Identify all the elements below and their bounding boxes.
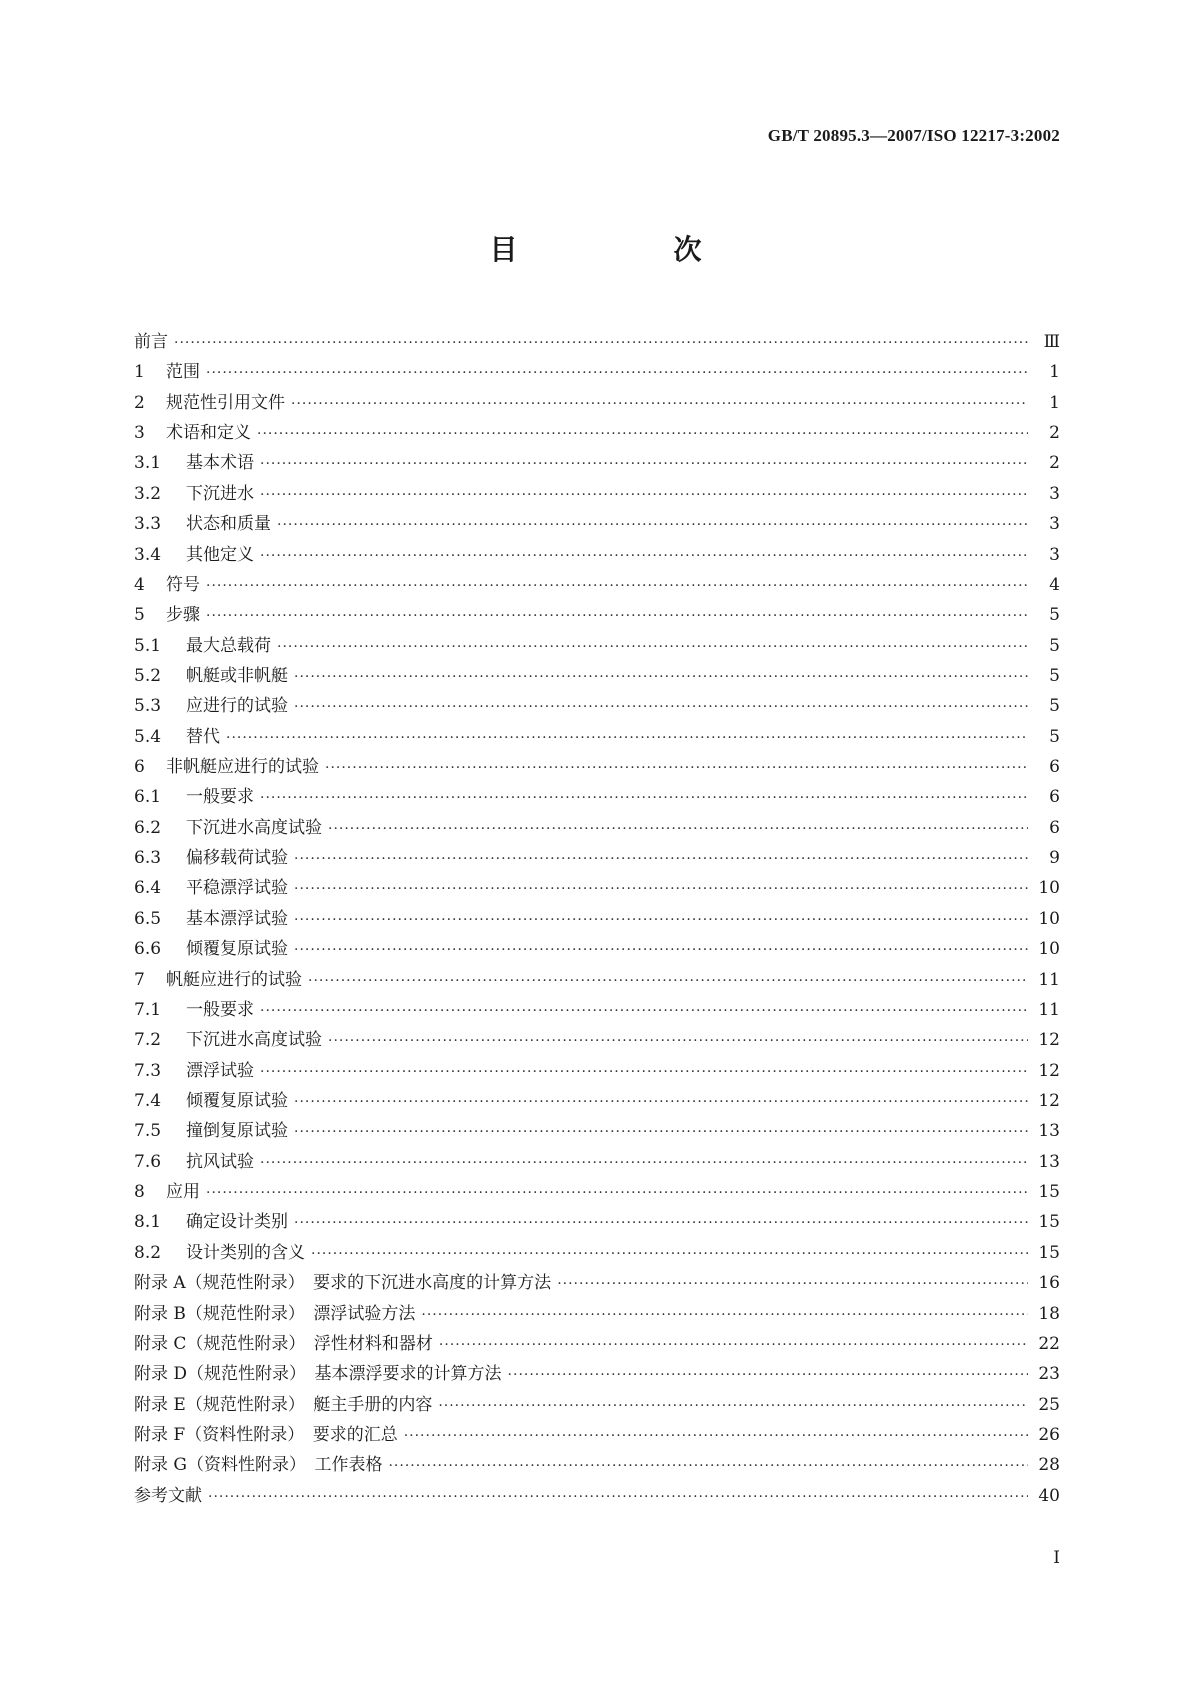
toc-entry-page: 2 <box>1049 453 1060 474</box>
toc-entry-text: 下沉进水 <box>186 483 254 504</box>
toc-entry[interactable] <box>134 418 1060 448</box>
toc-dot-leader <box>260 487 1028 503</box>
toc-entry[interactable] <box>134 904 1060 934</box>
toc-entry[interactable] <box>134 1238 1060 1268</box>
toc-entry-page: 9 <box>1049 848 1060 869</box>
toc-entry[interactable] <box>134 1177 1060 1207</box>
toc-entry-label <box>134 843 294 868</box>
toc-entry[interactable] <box>134 1086 1060 1116</box>
toc-entry-number: 1 <box>134 362 145 383</box>
toc-dot-leader <box>328 1033 1028 1049</box>
toc-entry-text: 平稳漂浮试验 <box>186 878 288 899</box>
toc-entry-number: 3.3 <box>134 514 162 535</box>
toc-entry-page: 10 <box>1038 908 1060 929</box>
toc-entry-page: 12 <box>1038 1090 1060 1111</box>
toc-entry-label <box>134 418 257 443</box>
toc-entry-label <box>134 1329 439 1354</box>
toc-entry-text: 倾覆复原试验 <box>186 1090 288 1111</box>
toc-entry-page: 1 <box>1049 362 1060 383</box>
toc-dot-leader <box>508 1367 1028 1383</box>
toc-entry-label <box>134 1238 311 1263</box>
toc-entry-page: 2 <box>1049 423 1060 444</box>
toc-entry[interactable] <box>134 873 1060 903</box>
toc-entry-text: 术语和定义 <box>166 423 251 444</box>
toc-entry-label <box>134 1147 260 1172</box>
toc-entry-label <box>134 1481 208 1506</box>
toc-entry-page: 23 <box>1038 1364 1060 1385</box>
toc-entry-label <box>134 1056 260 1081</box>
toc-entry-number: 7 <box>134 969 145 990</box>
toc-entry-text: 其他定义 <box>186 544 254 565</box>
toc-entry-label <box>134 934 294 959</box>
toc-entry-text: 附录 A（规范性附录） 要求的下沉进水高度的计算方法 <box>134 1273 552 1294</box>
toc-entry-text: 前言 <box>134 332 168 352</box>
toc-entry-text: 附录 B（规范性附录） 漂浮试验方法 <box>134 1303 416 1324</box>
toc-entry[interactable] <box>134 1329 1060 1359</box>
toc-entry-page: 12 <box>1038 1030 1060 1051</box>
standard-code-header: GB/T 20895.3—2007/ISO 12217-3:2002 <box>767 126 1060 145</box>
toc-entry-page: 5 <box>1049 635 1060 656</box>
toc-entry-page: 12 <box>1038 1060 1060 1081</box>
toc-entry-label <box>134 327 174 352</box>
toc-entry-label <box>134 813 328 838</box>
toc-entry-number: 7.3 <box>134 1060 162 1081</box>
toc-entry-number: 8.2 <box>134 1242 162 1263</box>
toc-entry-number: 6.3 <box>134 848 162 869</box>
toc-entry-number: 3.4 <box>134 544 162 565</box>
toc-entry-label <box>134 752 325 777</box>
toc-entry-page: 3 <box>1049 514 1060 535</box>
toc-entry[interactable] <box>134 327 1060 357</box>
toc-entry-label <box>134 540 260 565</box>
toc-dot-leader <box>294 669 1028 685</box>
toc-entry-number: 3.2 <box>134 483 162 504</box>
toc-entry-page: 11 <box>1038 999 1060 1020</box>
toc-entry[interactable] <box>134 1390 1060 1420</box>
toc-entry[interactable] <box>134 752 1060 782</box>
toc-dot-leader <box>325 760 1028 776</box>
toc-entry[interactable] <box>134 1207 1060 1237</box>
toc-entry[interactable] <box>134 448 1060 478</box>
toc-entry-text: 附录 C（规范性附录） 浮性材料和器材 <box>134 1333 433 1354</box>
page-number: Ⅰ <box>1053 1548 1060 1568</box>
toc-entry[interactable] <box>134 1359 1060 1389</box>
toc-dot-leader <box>421 1307 1028 1323</box>
toc-entry-page: 13 <box>1038 1121 1060 1142</box>
toc-entry-label <box>134 782 260 807</box>
toc-dot-leader <box>206 1185 1028 1201</box>
toc-entry-number: 7.6 <box>134 1151 162 1172</box>
toc-entry-page: 1 <box>1049 392 1060 413</box>
toc-dot-leader <box>439 1337 1028 1353</box>
toc-entry[interactable] <box>134 509 1060 539</box>
toc-entry-label <box>134 1207 294 1232</box>
toc-entry-page: 15 <box>1038 1242 1060 1263</box>
toc-dot-leader <box>294 881 1028 897</box>
toc-entry[interactable] <box>134 995 1060 1025</box>
toc-entry-text: 设计类别的含义 <box>186 1242 305 1263</box>
toc-entry-label <box>134 570 206 595</box>
toc-entry-label <box>134 965 308 990</box>
toc-entry-number: 6.6 <box>134 939 162 960</box>
toc-entry-text: 基本漂浮试验 <box>186 908 288 929</box>
toc-entry-page: 15 <box>1038 1182 1060 1203</box>
toc-entry-page: 11 <box>1038 969 1060 990</box>
table-of-contents <box>134 327 1060 1511</box>
toc-entry-page: Ⅲ <box>1043 332 1060 352</box>
toc-entry-label <box>134 631 277 656</box>
toc-entry[interactable] <box>134 782 1060 812</box>
toc-entry-text: 一般要求 <box>186 999 254 1020</box>
toc-entry-page: 16 <box>1038 1273 1060 1294</box>
toc-entry-page: 22 <box>1038 1333 1060 1354</box>
toc-entry-label <box>134 1390 438 1415</box>
toc-entry-text: 附录 E（规范性附录） 艇主手册的内容 <box>134 1394 433 1415</box>
toc-entry-number: 7.2 <box>134 1030 162 1051</box>
toc-entry[interactable] <box>134 570 1060 600</box>
toc-dot-leader <box>388 1458 1028 1474</box>
toc-dot-leader <box>174 335 1028 351</box>
toc-entry-label <box>134 1177 206 1202</box>
toc-entry-label <box>134 1450 388 1475</box>
toc-entry-text: 附录 G（资料性附录） 工作表格 <box>134 1455 383 1476</box>
toc-entry-number: 2 <box>134 392 145 413</box>
toc-entry-page: 10 <box>1038 939 1060 960</box>
toc-entry[interactable] <box>134 934 1060 964</box>
toc-entry-page: 18 <box>1038 1303 1060 1324</box>
toc-entry[interactable] <box>134 813 1060 843</box>
toc-entry-text: 参考文献 <box>134 1485 202 1506</box>
toc-entry-label <box>134 448 260 473</box>
toc-entry[interactable] <box>134 388 1060 418</box>
toc-entry[interactable] <box>134 691 1060 721</box>
toc-entry-label <box>134 722 226 747</box>
toc-entry[interactable] <box>134 1268 1060 1298</box>
toc-dot-leader <box>208 1489 1028 1505</box>
toc-entry-text: 漂浮试验 <box>186 1060 254 1081</box>
toc-dot-leader <box>260 1155 1028 1171</box>
toc-entry[interactable] <box>134 722 1060 752</box>
toc-entry-page: 26 <box>1038 1424 1060 1445</box>
toc-entry-text: 状态和质量 <box>186 514 271 535</box>
toc-entry-label <box>134 1086 294 1111</box>
toc-entry-label <box>134 1268 557 1293</box>
toc-entry-page: 10 <box>1038 878 1060 899</box>
toc-entry-label <box>134 1025 328 1050</box>
toc-entry-page: 15 <box>1038 1212 1060 1233</box>
toc-entry-text: 抗风试验 <box>186 1151 254 1172</box>
toc-dot-leader <box>260 790 1028 806</box>
toc-entry-number: 3 <box>134 423 145 444</box>
toc-entry-text: 附录 D（规范性附录） 基本漂浮要求的计算方法 <box>134 1364 502 1385</box>
toc-entry[interactable] <box>134 1025 1060 1055</box>
toc-entry-text: 倾覆复原试验 <box>186 939 288 960</box>
toc-entry[interactable] <box>134 357 1060 387</box>
toc-entry-text: 符号 <box>166 574 200 595</box>
toc-dot-leader <box>294 1124 1028 1140</box>
toc-entry-number: 3.1 <box>134 453 162 474</box>
toc-entry-page: 3 <box>1049 544 1060 565</box>
toc-entry[interactable] <box>134 1056 1060 1086</box>
toc-entry-text: 帆艇应进行的试验 <box>166 969 302 990</box>
toc-entry-label <box>134 479 260 504</box>
toc-entry-page: 6 <box>1049 817 1060 838</box>
toc-dot-leader <box>294 1215 1028 1231</box>
toc-entry-number: 7.4 <box>134 1090 162 1111</box>
toc-entry-number: 6.5 <box>134 908 162 929</box>
toc-dot-leader <box>328 821 1028 837</box>
toc-entry-page: 4 <box>1049 574 1060 595</box>
toc-entry[interactable] <box>134 479 1060 509</box>
toc-entry[interactable] <box>134 661 1060 691</box>
toc-entry-page: 6 <box>1049 787 1060 808</box>
toc-entry-page: 5 <box>1049 605 1060 626</box>
toc-entry[interactable] <box>134 843 1060 873</box>
toc-entry-text: 帆艇或非帆艇 <box>186 665 288 686</box>
toc-dot-leader <box>311 1246 1028 1262</box>
toc-dot-leader <box>206 578 1028 594</box>
toc-entry-number: 5.1 <box>134 635 162 656</box>
toc-entry-number: 7.1 <box>134 999 162 1020</box>
toc-entry-page: 6 <box>1049 757 1060 778</box>
toc-entry-text: 应用 <box>166 1182 200 1203</box>
toc-dot-leader <box>294 912 1028 928</box>
toc-entry-text: 下沉进水高度试验 <box>186 1030 322 1051</box>
toc-entry-text: 范围 <box>166 362 200 383</box>
toc-entry-text: 偏移载荷试验 <box>186 848 288 869</box>
toc-entry-page: 3 <box>1049 483 1060 504</box>
toc-entry-page: 5 <box>1049 726 1060 747</box>
toc-entry[interactable] <box>134 1450 1060 1480</box>
toc-entry-number: 5.4 <box>134 726 162 747</box>
toc-dot-leader <box>260 548 1028 564</box>
toc-entry-label <box>134 1420 404 1445</box>
toc-entry-label <box>134 995 260 1020</box>
toc-dot-leader <box>294 1094 1028 1110</box>
toc-entry-label <box>134 1116 294 1141</box>
toc-dot-leader <box>291 396 1028 412</box>
toc-entry-text: 应进行的试验 <box>186 696 288 717</box>
toc-entry[interactable] <box>134 631 1060 661</box>
toc-dot-leader <box>308 973 1028 989</box>
toc-dot-leader <box>257 426 1028 442</box>
toc-dot-leader <box>294 699 1028 715</box>
toc-entry[interactable] <box>134 1147 1060 1177</box>
toc-entry-page: 13 <box>1038 1151 1060 1172</box>
toc-entry-number: 6 <box>134 757 145 778</box>
toc-entry-text: 步骤 <box>166 605 200 626</box>
toc-entry-number: 7.5 <box>134 1121 162 1142</box>
toc-entry[interactable] <box>134 540 1060 570</box>
toc-entry-text: 一般要求 <box>186 787 254 808</box>
toc-entry-number: 6.2 <box>134 817 162 838</box>
toc-entry-label <box>134 600 206 625</box>
toc-entry[interactable] <box>134 1481 1060 1511</box>
toc-dot-leader <box>277 639 1028 655</box>
toc-entry-text: 非帆艇应进行的试验 <box>166 757 319 778</box>
toc-entry-label <box>134 388 291 413</box>
toc-entry-label <box>134 873 294 898</box>
toc-entry-number: 8.1 <box>134 1212 162 1233</box>
toc-dot-leader <box>438 1398 1028 1414</box>
toc-entry[interactable] <box>134 1116 1060 1146</box>
toc-entry-text: 附录 F（资料性附录） 要求的汇总 <box>134 1424 398 1445</box>
toc-entry-page: 28 <box>1038 1455 1060 1476</box>
toc-entry[interactable] <box>134 1420 1060 1450</box>
toc-entry-text: 下沉进水高度试验 <box>186 817 322 838</box>
toc-entry-page: 5 <box>1049 696 1060 717</box>
toc-entry[interactable] <box>134 965 1060 995</box>
toc-entry-number: 5.3 <box>134 696 162 717</box>
toc-entry-label <box>134 904 294 929</box>
toc-entry-number: 8 <box>134 1182 145 1203</box>
toc-entry-number: 5.2 <box>134 665 162 686</box>
toc-entry-text: 规范性引用文件 <box>166 392 285 413</box>
toc-entry-text: 最大总载荷 <box>186 635 271 656</box>
toc-entry-label <box>134 1299 421 1324</box>
toc-entry-label <box>134 691 294 716</box>
toc-entry-text: 撞倒复原试验 <box>186 1121 288 1142</box>
toc-dot-leader <box>260 1064 1028 1080</box>
toc-dot-leader <box>294 851 1028 867</box>
toc-entry-label <box>134 1359 508 1384</box>
toc-dot-leader <box>226 730 1028 746</box>
toc-entry[interactable] <box>134 600 1060 630</box>
toc-entry-number: 6.4 <box>134 878 162 899</box>
toc-dot-leader <box>260 1003 1028 1019</box>
toc-dot-leader <box>206 608 1028 624</box>
toc-dot-leader <box>260 456 1028 472</box>
toc-dot-leader <box>404 1428 1028 1444</box>
toc-entry-page: 5 <box>1049 665 1060 686</box>
toc-entry-text: 基本术语 <box>186 453 254 474</box>
toc-dot-leader <box>557 1276 1028 1292</box>
toc-entry-number: 6.1 <box>134 787 162 808</box>
toc-entry-page: 40 <box>1038 1485 1060 1506</box>
toc-entry-label <box>134 357 206 382</box>
toc-entry[interactable] <box>134 1299 1060 1329</box>
toc-entry-text: 确定设计类别 <box>186 1212 288 1233</box>
toc-dot-leader <box>277 517 1028 533</box>
toc-entry-page: 25 <box>1038 1394 1060 1415</box>
page-title: 目 次 <box>489 233 766 266</box>
toc-entry-label <box>134 661 294 686</box>
toc-entry-number: 5 <box>134 605 145 626</box>
toc-entry-label <box>134 509 277 534</box>
toc-dot-leader <box>294 942 1028 958</box>
toc-entry-number: 4 <box>134 574 145 595</box>
toc-entry-text: 替代 <box>186 726 220 747</box>
toc-dot-leader <box>206 365 1028 381</box>
